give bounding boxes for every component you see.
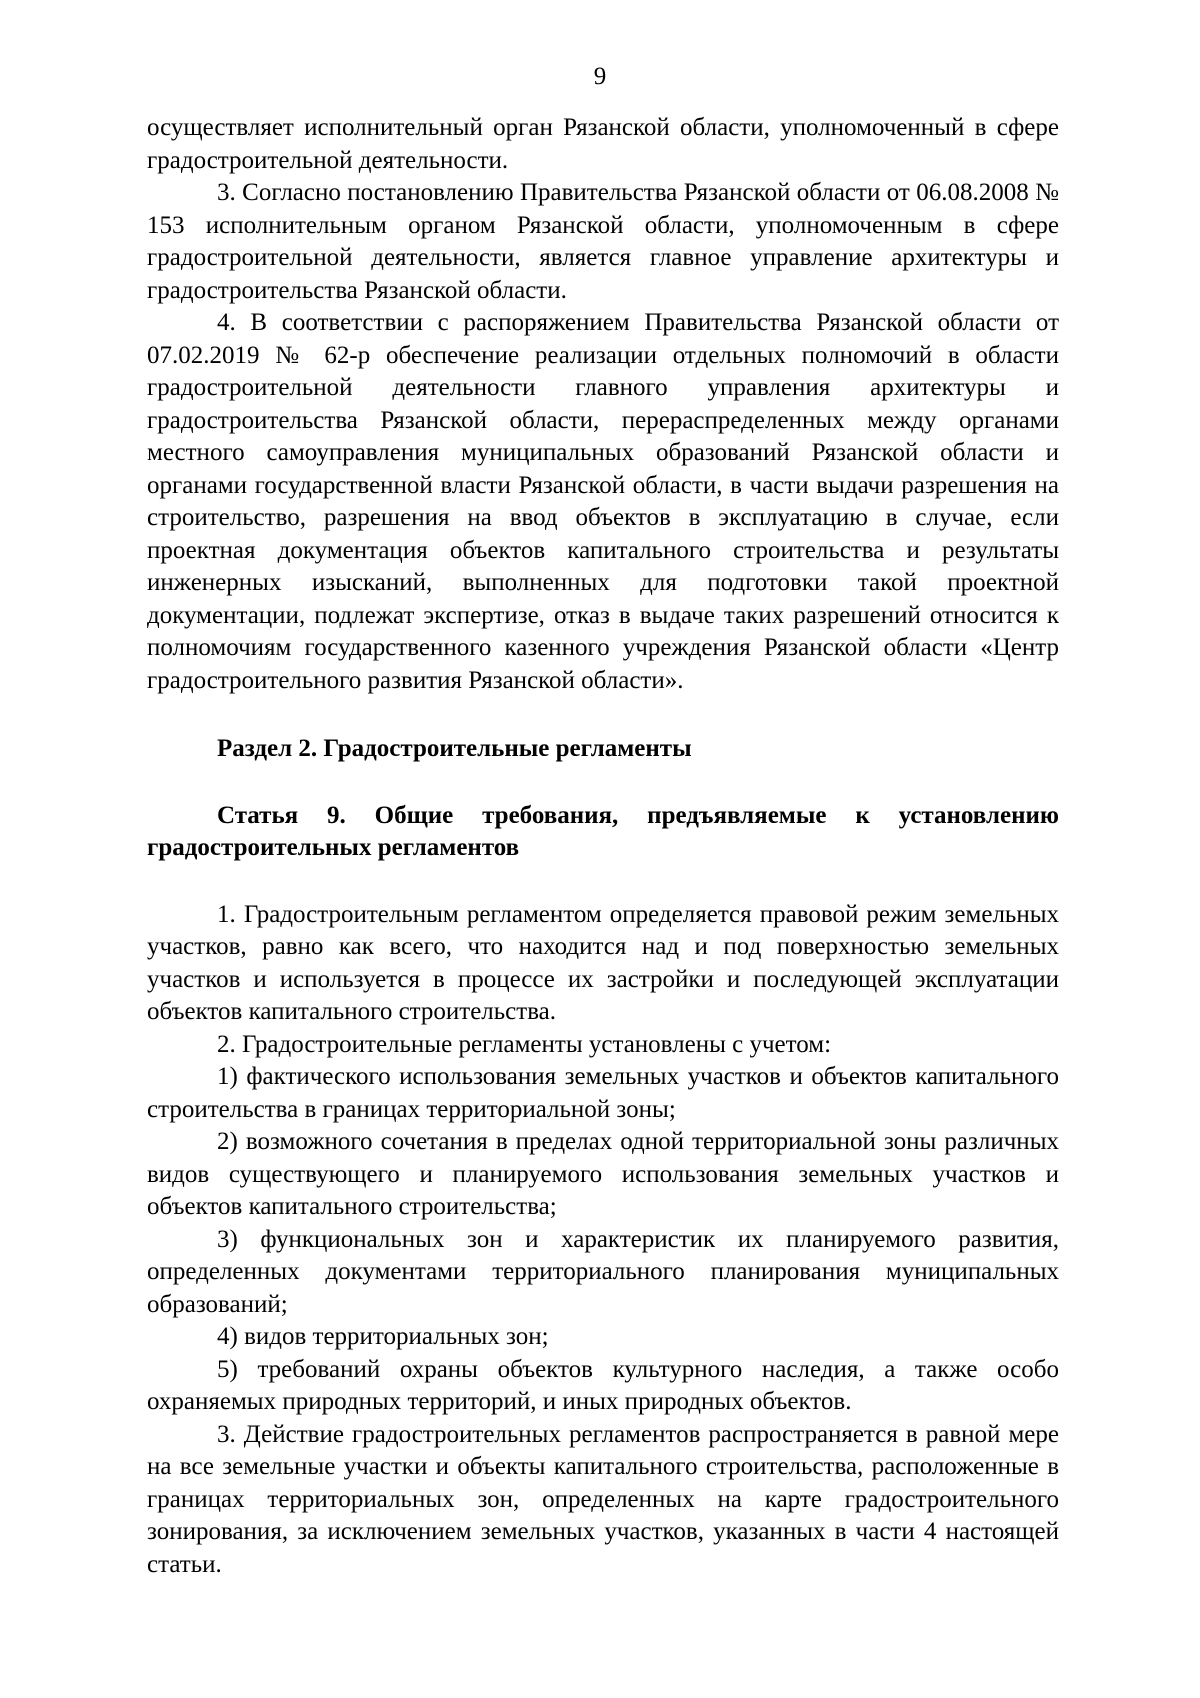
list-item: 1) фактического использования земельных участков и объектов капитального строительства в границах территориальной зоны; [147, 1063, 1059, 1123]
list-item: 4) видов территориальных зон; [217, 1323, 549, 1350]
article-heading: Статья 9. Общие требования, предъявляемые к установлению градостроительных регламентов [147, 801, 1059, 861]
paragraph: 2. Градостроительные регламенты установлены с учетом: [217, 1030, 832, 1058]
paragraph: 1. Градостроительным регламентом определяется правовой режим земельных участков, равно как всего, что находится над и под поверхностью земельных участков и используется в процессе их застройки и последующей эксплуатации объектов капитального строительства. [147, 900, 1059, 1025]
paragraph: 3. Согласно постановлению Правительства Рязанской области от 06.08.2008 № 153 исполнительным органом Рязанской области, уполномоченным в сфере градостроительной деятельности, является главное управление архитектуры и градостроительства Рязанской области. [147, 179, 1059, 304]
section-heading: Раздел 2. Градостроительные регламенты [217, 735, 692, 762]
paragraph: 4. В соответствии с распоряжением Правительства Рязанской области от 07.02.2019 № 62-р обеспечение реализации отдельных полномочий в области градостроительной деятельности главного управления архитектуры и градостроительства Рязанской области, перераспределенных между органами местного самоуправления муниципальных образований Рязанской области и органами государственной власти Рязанской области, в части выдачи разрешения на строительство, разрешения на ввод объектов в эксплуатацию в случае, если проектная документация объектов капитального строительства и результаты инженерных изысканий, выполненных для подготовки такой проектной документации, подлежат экспертизе, отказ в выдаче таких разрешений относится к полномочиям государственного казенного учреждения Рязанской области «Центр градостроительного развития Рязанской области». [147, 309, 1059, 694]
list-item: 3) функциональных зон и характеристик их планируемого развития, определенных документами территориального планирования муниципальных образований; [147, 1225, 1059, 1318]
paragraph: осуществляет исполнительный орган Рязанской области, уполномоченный в сфере градостроительной деятельности. [147, 114, 1059, 174]
page-number: 9 [593, 63, 607, 90]
list-item: 5) требований охраны объектов культурного наследия, а также особо охраняемых природных территорий, и иных природных объектов. [147, 1355, 1059, 1415]
paragraph: 3. Действие градостроительных регламентов распространяется в равной мере на все земельные участки и объекты капитального строительства, расположенные в границах территориальных зон, определенных на карте градостроительного зонирования, за исключением земельных участков, указанных в части 4 настоящей статьи. [147, 1420, 1059, 1578]
list-item: 2) возможного сочетания в пределах одной территориальной зоны различных видов существующего и планируемого использования земельных участков и объектов капитального строительства; [147, 1128, 1059, 1220]
document-body [147, 112, 1059, 1581]
